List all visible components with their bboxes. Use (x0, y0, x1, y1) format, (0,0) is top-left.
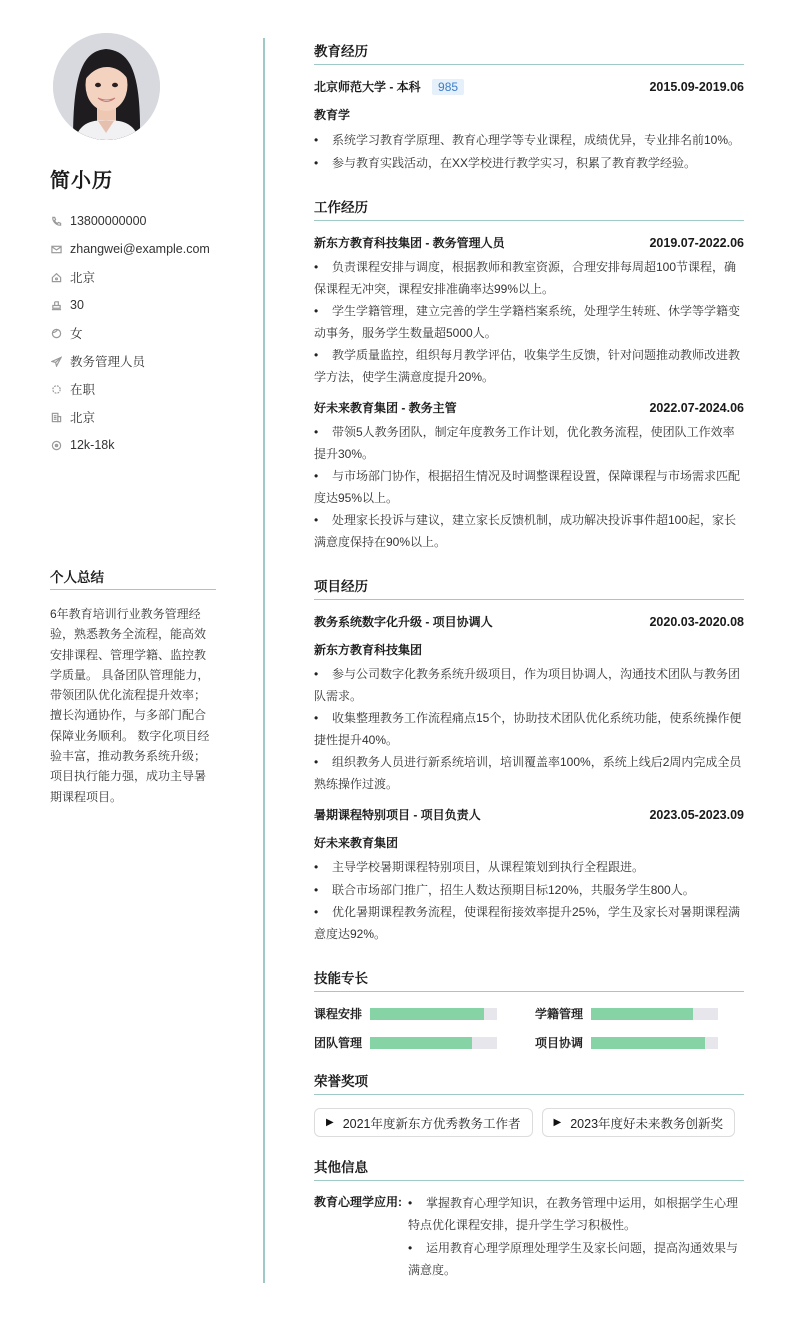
education-bullets (314, 130, 744, 174)
summary-title: 个人总结 (50, 566, 216, 590)
skill-bar-fill (591, 1008, 693, 1020)
awards-list (314, 1108, 744, 1137)
award-label: 2021年度新东方优秀教务工作者 (342, 1116, 521, 1131)
other-bullets (408, 1192, 744, 1281)
project-heading: 教务系统数字化升级 - 项目协调人 (314, 615, 493, 629)
send-icon (50, 355, 62, 367)
work-section (314, 196, 744, 553)
main-content (314, 40, 744, 1281)
gender-icon (50, 327, 62, 339)
work-item-head (314, 399, 744, 416)
list-item: • 负责课程安排与调度，根据教师和教室资源，合理安排每周超100节课程，确保课程无冲突，课程安排准确率达99%以上。 (314, 257, 744, 300)
list-item: • 联合市场部门推广，招生人数达预期目标120%，共服务学生800人。 (314, 880, 744, 902)
summary-text: 6年教育培训行业教务管理经验，熟悉教务全流程，能高效安排课程、管理学籍、监控教学质量。 具备团队管理能力，带领团队优化流程提升效率；擅长沟通协作，与多部门配合保障业务顺利。 数字化项目经验丰富，推动教务系统升级；项目执行能力强，成功主导暑期课程项目。 (50, 607, 210, 804)
skill-label: 学籍管理 (535, 1007, 584, 1021)
project-bullets (314, 664, 744, 795)
project-item-head (314, 613, 744, 630)
contact-salary (50, 431, 220, 459)
work-bullets (314, 257, 744, 388)
summary-section (50, 566, 216, 807)
other-title: 其他信息 (314, 1156, 744, 1181)
list-item: • 主导学校暑期课程特别项目，从课程策划到执行全程跟进。 (314, 857, 744, 879)
triangle-right-icon: ▶ (553, 1117, 562, 1128)
skill-bar-fill (591, 1037, 705, 1049)
skill-bar-fill (370, 1008, 484, 1020)
school-name: 北京师范大学 - 本科 (314, 80, 421, 94)
work-heading: 新东方教育科技集团 - 教务管理人员 (314, 236, 505, 250)
age-value: 30 (70, 298, 84, 312)
contact-list (50, 207, 220, 459)
awards-title: 荣誉奖项 (314, 1070, 744, 1095)
work-item-head (314, 234, 744, 251)
project-date: 2023.05-2023.09 (649, 807, 744, 822)
status-value: 在职 (70, 383, 96, 397)
contact-city (50, 403, 220, 431)
contact-status (50, 375, 220, 403)
list-item: • 掌握教育心理学知识，在教务管理中运用，如根据学生心理特点优化课程安排，提升学生学习积极性。 (408, 1193, 744, 1236)
skill-bar (591, 1037, 718, 1049)
list-item: • 参与公司数字化教务系统升级项目，作为项目协调人，沟通技术团队与教务团队需求。 (314, 664, 744, 707)
work-bullets (314, 422, 744, 553)
home-icon (50, 271, 62, 283)
triangle-right-icon: ▶ (326, 1117, 334, 1128)
email-value: zhangwei@example.com (70, 242, 210, 256)
contact-phone (50, 207, 220, 235)
major: 教育学 (314, 108, 351, 122)
skills-title: 技能专长 (314, 967, 744, 992)
other-label: 教育心理学应用: (314, 1195, 402, 1209)
project-item-head (314, 806, 744, 823)
skill-item (535, 1034, 744, 1051)
skill-bar-fill (370, 1037, 472, 1049)
position-value: 教务管理人员 (70, 355, 146, 369)
skill-bar (370, 1037, 497, 1049)
avatar (53, 33, 160, 140)
skills-section (314, 967, 744, 1051)
list-item: • 收集整理教务工作流程痛点15个，协助技术团队优化系统功能，使系统操作便捷性提升40%。 (314, 708, 744, 751)
project-bullets (314, 857, 744, 945)
award-item[interactable] (542, 1108, 736, 1137)
list-item: • 学生学籍管理，建立完善的学生学籍档案系统，处理学生转班、休学等学籍变动事务，服务学生数量超5000人。 (314, 301, 744, 344)
skills-grid (314, 1005, 744, 1051)
other-item (314, 1192, 744, 1281)
profile-sidebar (50, 33, 220, 459)
project-org: 好未来教育集团 (314, 836, 399, 850)
city-value: 北京 (70, 411, 96, 425)
work-date: 2019.07-2022.06 (649, 235, 744, 250)
education-item-head (314, 78, 744, 95)
contact-location (50, 263, 220, 291)
contact-position (50, 347, 220, 375)
skill-item (314, 1005, 535, 1022)
projects-section (314, 575, 744, 945)
award-label: 2023年度好未来教务创新奖 (570, 1116, 724, 1131)
phone-value: 13800000000 (70, 214, 147, 228)
building-icon (50, 411, 62, 423)
salary-value: 12k-18k (70, 438, 115, 452)
project-org: 新东方教育科技集团 (314, 643, 423, 657)
other-section (314, 1156, 744, 1281)
list-item: • 处理家长投诉与建议，建立家长反馈机制，成功解决投诉事件超100起，家长满意度保持在90%以上。 (314, 510, 744, 553)
skill-bar (591, 1008, 718, 1020)
work-heading: 好未来教育集团 - 教务主管 (314, 401, 457, 415)
list-item: • 组织教务人员进行新系统培训，培训覆盖率100%，系统上线后2周内完成全员熟练操作过渡。 (314, 752, 744, 795)
contact-email (50, 235, 220, 263)
list-item: • 运用教育心理学原理处理学生及家长问题，提高沟通效果与满意度。 (408, 1238, 744, 1281)
column-divider (263, 38, 265, 1283)
project-date: 2020.03-2020.08 (649, 614, 744, 629)
work-date: 2022.07-2024.06 (649, 400, 744, 415)
mail-icon (50, 243, 62, 255)
projects-title: 项目经历 (314, 575, 744, 600)
skill-label: 团队管理 (314, 1036, 363, 1050)
salary-icon (50, 439, 62, 451)
list-item: • 与市场部门协作，根据招生情况及时调整课程设置，保障课程与市场需求匹配度达95%以上。 (314, 466, 744, 509)
contact-age (50, 291, 220, 319)
avatar-portrait-icon (53, 33, 160, 140)
list-item: • 带领5人教务团队，制定年度教务工作计划，优化教务流程，使团队工作效率提升30%。 (314, 422, 744, 465)
candidate-name: 简小历 (50, 170, 113, 192)
gender-value: 女 (70, 327, 83, 341)
list-item: • 教学质量监控，组织每月教学评估，收集学生反馈，针对问题推动教师改进教学方法，使学生满意度提升20%。 (314, 345, 744, 388)
contact-gender (50, 319, 220, 347)
school-badge: 985 (432, 79, 464, 95)
list-item: • 系统学习教育学原理、教育心理学等专业课程，成绩优异，专业排名前10%。 (314, 130, 744, 152)
skill-label: 项目协调 (535, 1036, 584, 1050)
skill-item (535, 1005, 744, 1022)
skill-item (314, 1034, 535, 1051)
skill-bar (370, 1008, 497, 1020)
phone-icon (50, 215, 62, 227)
status-icon (50, 383, 62, 395)
education-title: 教育经历 (314, 40, 744, 65)
project-heading: 暑期课程特别项目 - 项目负责人 (314, 808, 481, 822)
list-item: • 优化暑期课程教务流程，使课程衔接效率提升25%，学生及家长对暑期课程满意度达92%。 (314, 902, 744, 945)
award-item[interactable] (314, 1108, 533, 1137)
awards-section (314, 1070, 744, 1137)
skill-label: 课程安排 (314, 1007, 363, 1021)
education-section (314, 40, 744, 174)
location-value: 北京 (70, 271, 96, 285)
work-title: 工作经历 (314, 196, 744, 221)
education-date: 2015.09-2019.06 (649, 79, 744, 94)
age-icon (50, 299, 62, 311)
list-item: • 参与教育实践活动，在XX学校进行教学实习，积累了教育教学经验。 (314, 153, 744, 175)
